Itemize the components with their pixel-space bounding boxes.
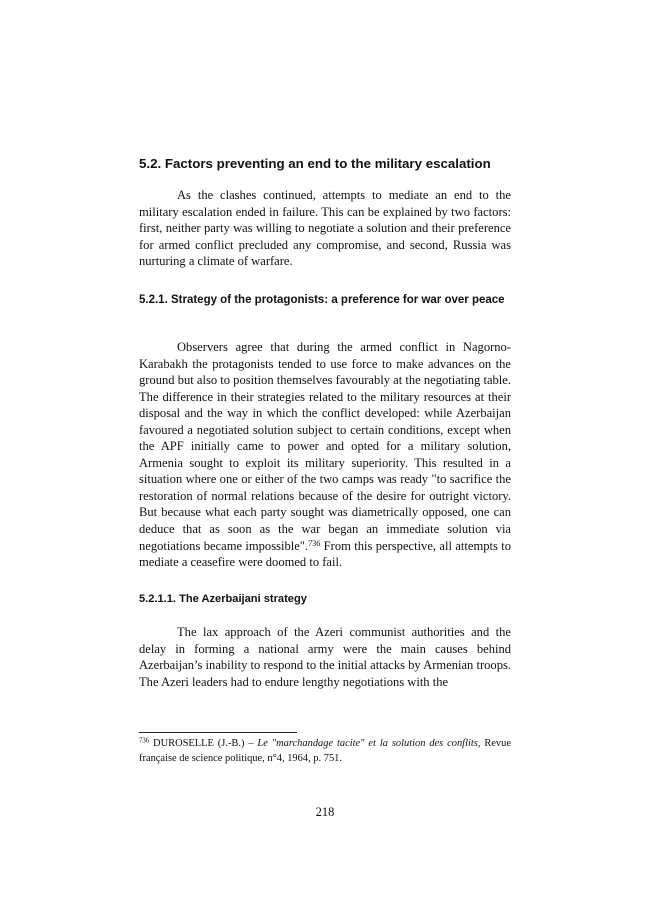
- page-number: 218: [315, 805, 335, 819]
- footnote-author: DUROSELLE (J.-B.) –: [149, 738, 258, 749]
- subsubsection-heading: 5.2.1.1. The Azerbaijani strategy: [139, 593, 307, 605]
- protagonists-paragraph: [139, 339, 511, 571]
- footnote-source: Revue française de science politique, n°4, 1964, p. 751.: [139, 738, 511, 764]
- protagonists-text-before-ref: Observers agree that during the armed conflict in Nagorno-Karabakh the protagonists tended to use force to make advances on the ground but also to position themselves favourably at the negotiating table. The difference in their strategies related to the military resources at their disposal and the way in which the conflict developed: while Azerbaijan favoured a negotiated solution subject to certain conditions, except when the APF initially came to power and opted for a military solution, Armenia sought to exploit its military superiority. This resulted in a situation where one or either of the two camps was ready "to sacrifice the restoration of normal relations because of the desire for outright victory. But because what each party sought was diametrically opposed, one can deduce that as soon as the war began an immediate solution via negotiations became impossible".: [139, 340, 511, 553]
- footnote-separator: [139, 732, 297, 733]
- protagonists-text-after-ref: From this perspective, all attempts to mediate a ceasefire were doomed to fail.: [139, 538, 512, 570]
- subsection-heading: 5.2.1. Strategy of the protagonists: a preference for war over peace: [139, 294, 505, 306]
- intro-paragraph: As the clashes continued, attempts to mediate an end to the military escalation ended in failure. This can be explained by two factors: first, neither party was willing to negotiate a solution and their preference for armed conflict precluded any compromise, and second, Russia was nurturing a climate of warfare.: [139, 188, 511, 269]
- footnote: [139, 737, 511, 766]
- footnote-title: Le "marchandage tacite" et la solution des conflits,: [257, 738, 481, 749]
- azeri-strategy-paragraph: The lax approach of the Azeri communist authorities and the delay in forming a national army were the main causes behind Azerbaijan’s inability to respond to the initial attacks by Armenian troops. The Azeri leaders had to endure lengthy negotiations with the: [139, 625, 511, 689]
- footnote-number: 736: [139, 737, 150, 745]
- section-heading: 5.2. Factors preventing an end to the military escalation: [139, 156, 491, 171]
- footnote-reference[interactable]: 736: [308, 538, 321, 548]
